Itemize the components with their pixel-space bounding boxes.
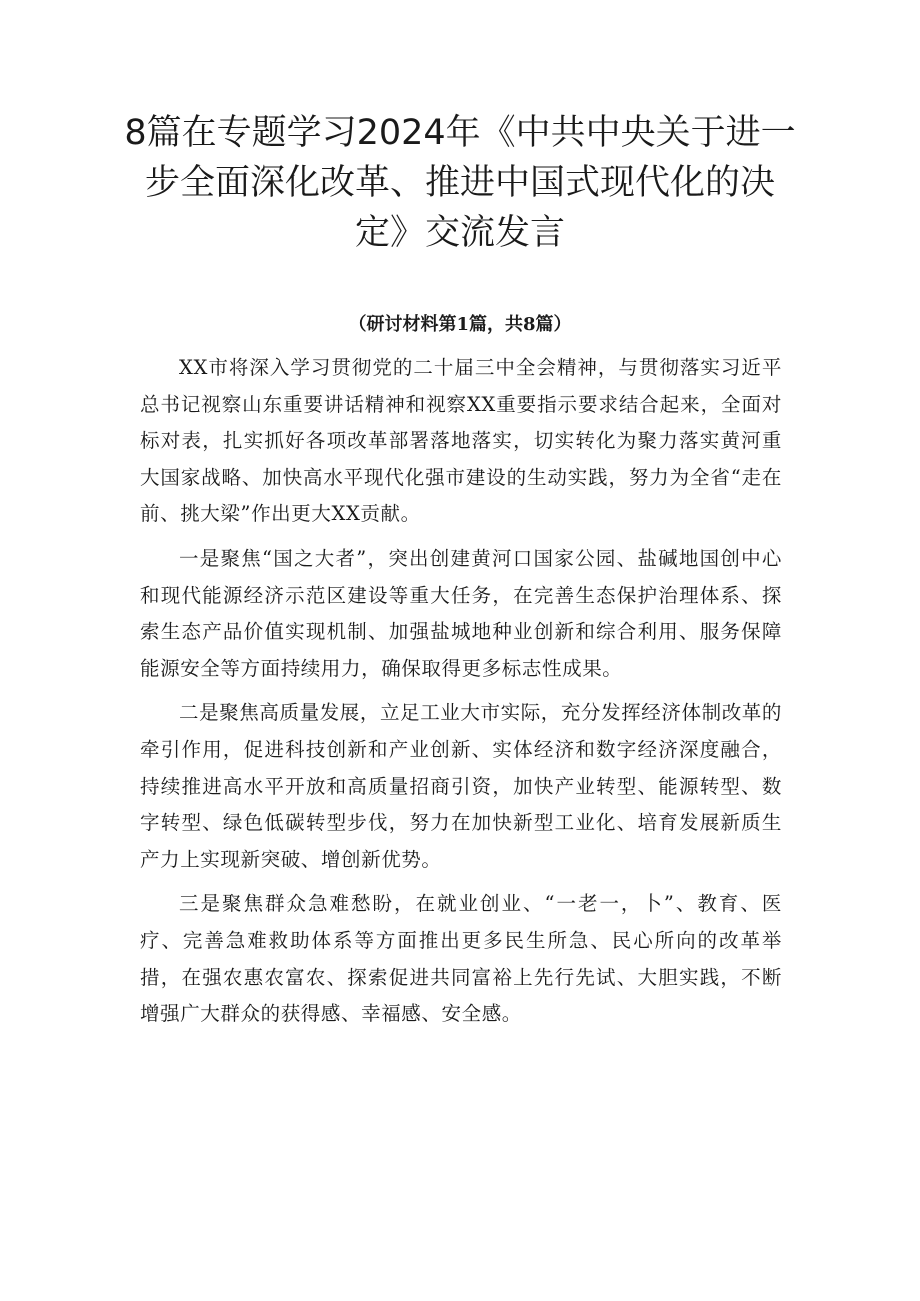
paragraph-point-two: 二是聚焦高质量发展，立足工业大市实际，充分发挥经济体制改革的牵引作用，促进科技创新和产业创新、实体经济和数字经济深度融合，持续推进高水平开放和高质量招商引资，加快产业转型、能源转型、数字转型、绿色低碳转型步伐，努力在加快新型工业化、培育发展新质生产力上实现新突破、增创新优势。 — [140, 701, 783, 871]
paragraph-point-three: 三是聚焦群众急难愁盼，在就业创业、“一老一，卜”、教育、医疗、完善急难救助体系等方面推出更多民生所急、民心所向的改革举措，在强农惠农富农、探索促进共同富裕上先行先试、大胆实践，不断增强广大群众的获得感、幸福感、安全感。 — [140, 892, 782, 1026]
paragraph-point-one: 一是聚焦“国之大者”，突出创建黄河口国家公园、盐碱地国创中心和现代能源经济示范区建设等重大任务，在完善生态保护治理体系、探索生态产品价值实现机制、加强盐城地种业创新和综合利用、服务保障能源安全等方面持续用力，确保取得更多标志性成果。 — [140, 546, 782, 680]
document-body — [140, 350, 782, 1041]
paragraph-intro: XX市将深入学习贯彻党的二十届三中全会精神，与贯彻落实习近平总书记视察山东重要讲话精神和视察XX重要指示要求结合起来，全面对标对表，扎实抓好各项改革部署落地落实，切实转化为聚力落实黄河重大国家战略、加快高水平现代化强市建设的生动实践，努力为全省“走在前、挑大梁”作出更大XX贡献。 — [140, 356, 782, 526]
document-title: 8篇在专题学习2024年《中共中央关于进一步全面深化改革、推进中国式现代化的决定》交流发言 — [124, 113, 796, 253]
document-subtitle: （研讨材料第1篇，共8篇） — [348, 314, 572, 335]
